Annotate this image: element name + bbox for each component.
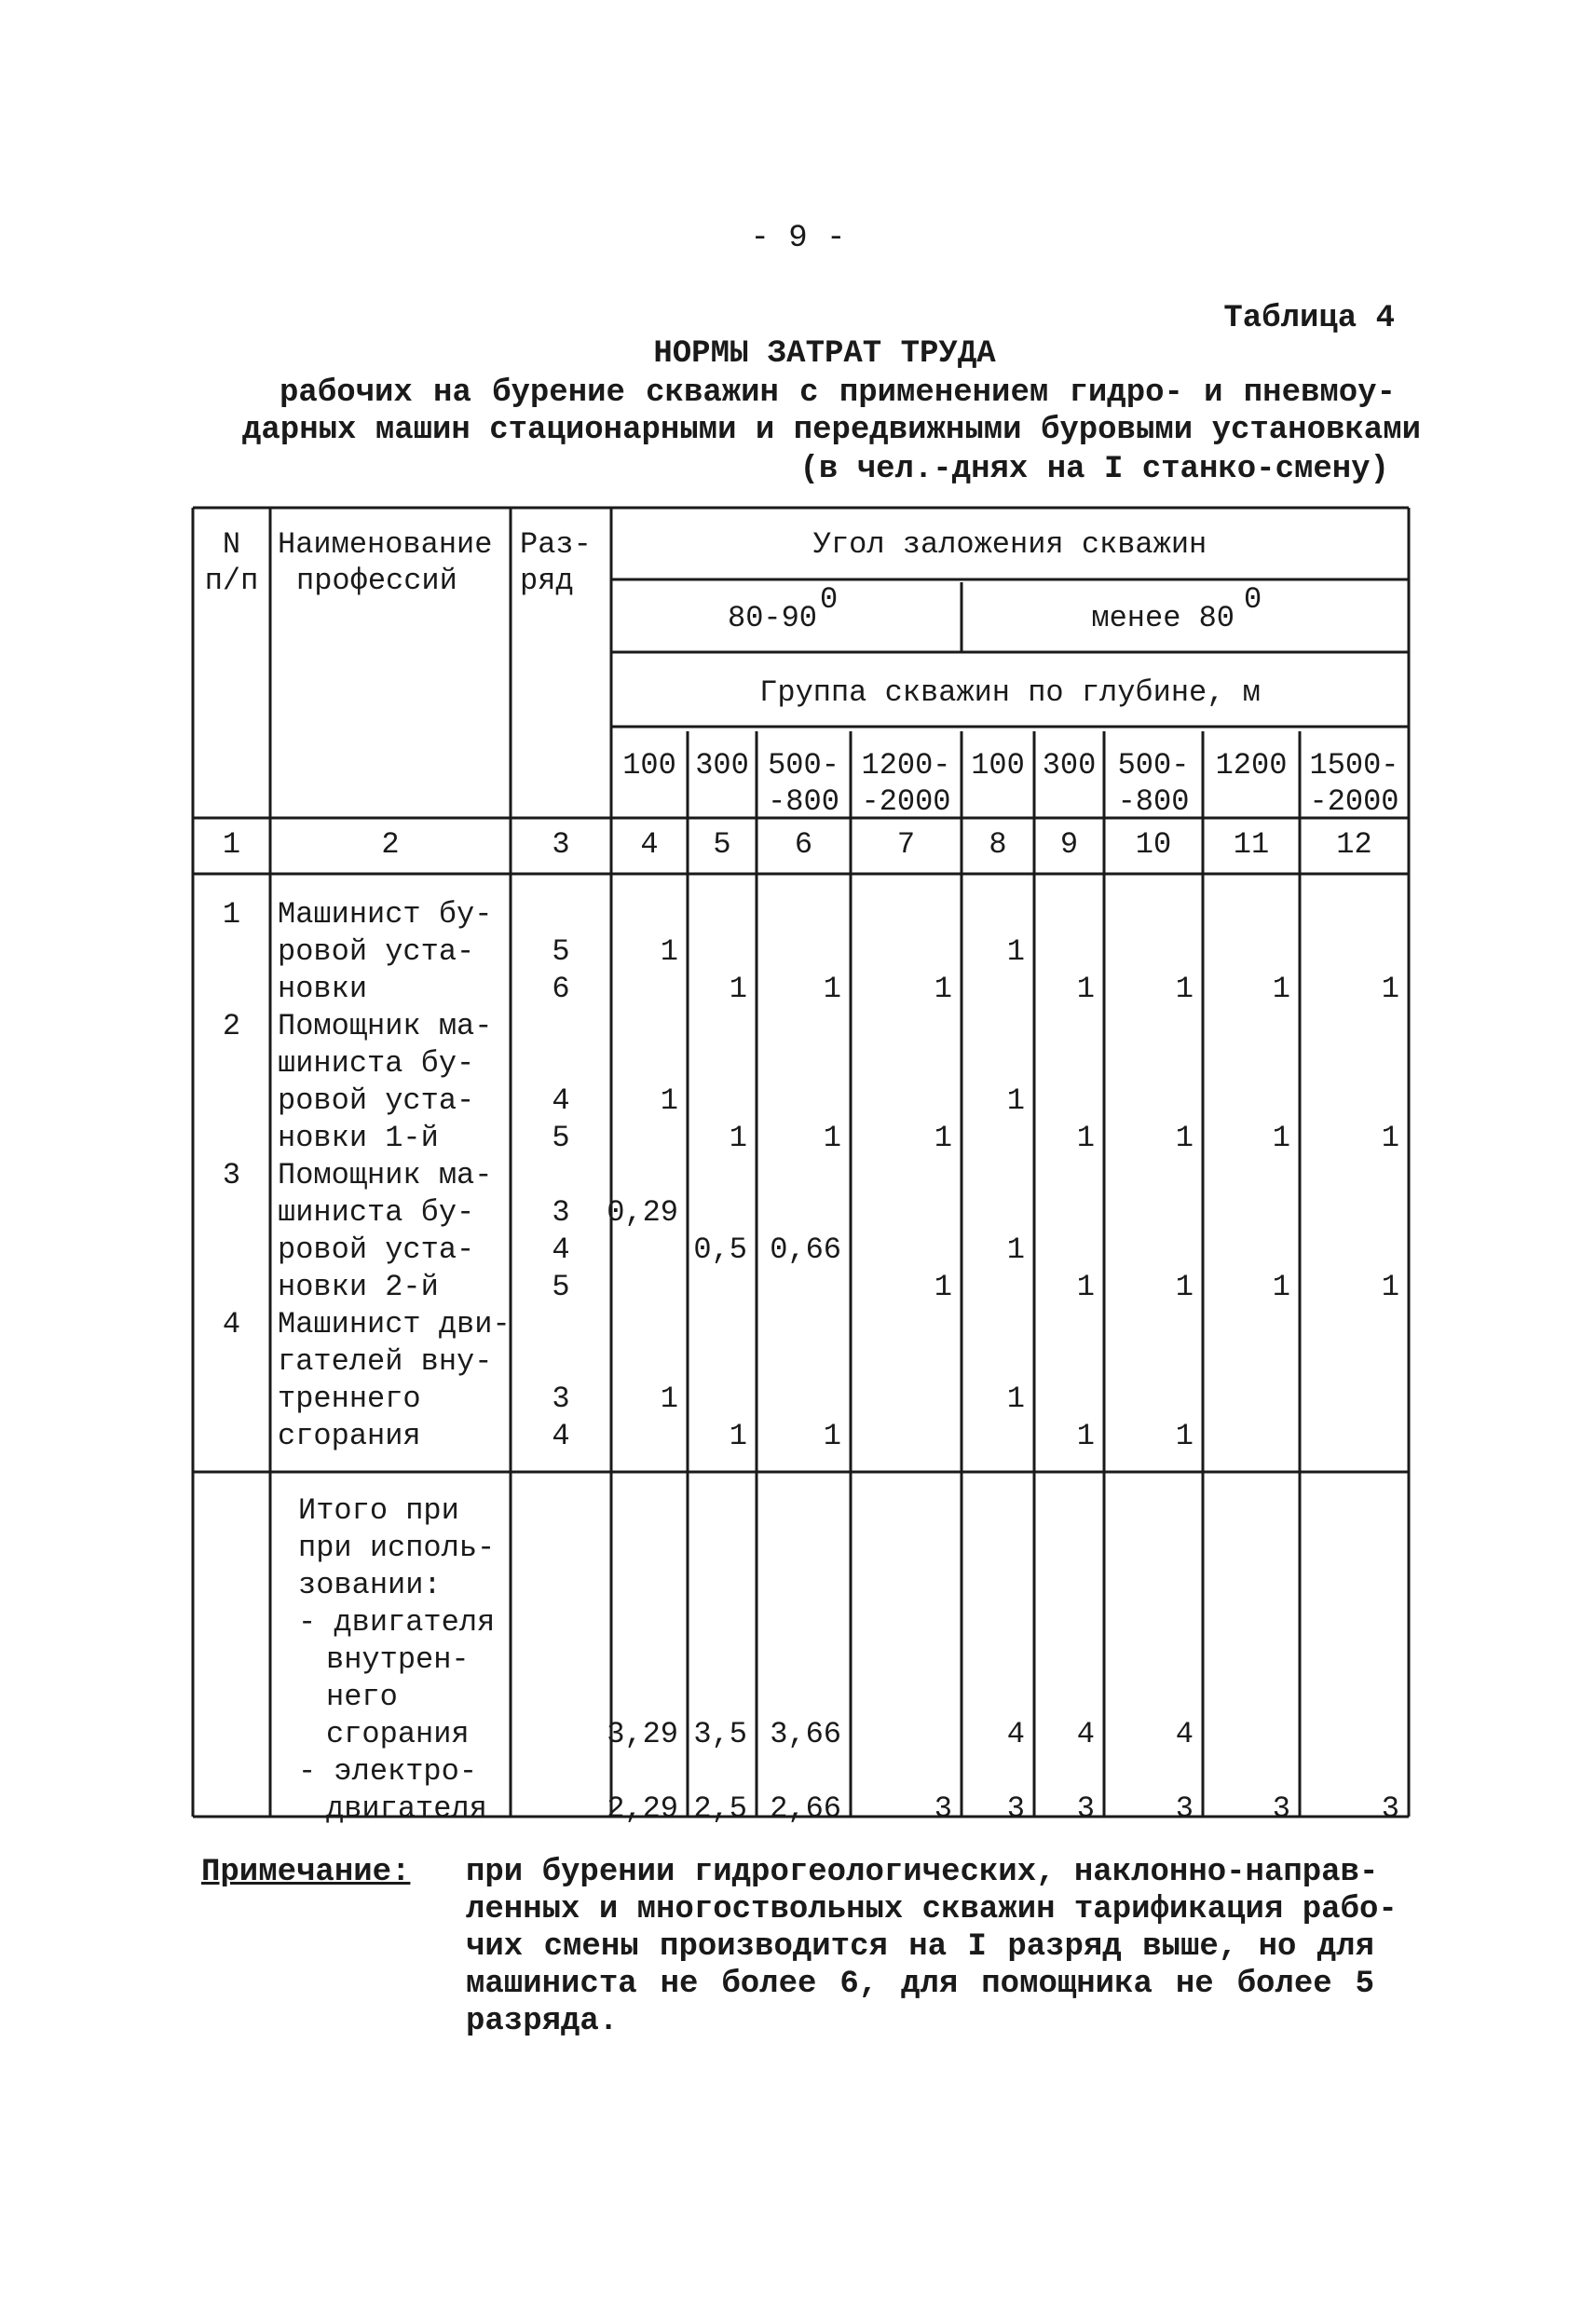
note-label: Примечание: (201, 1855, 411, 1890)
header-name: Наименование (278, 527, 493, 562)
header-angle-less-80: менее 80 (1091, 601, 1235, 635)
header-angle-less-80-degree: 0 (1244, 582, 1262, 617)
column-number: 4 (640, 827, 659, 862)
total-combustion-value: 4 (1175, 1717, 1194, 1751)
grade-value: 4 (552, 1232, 570, 1267)
header-depth: 1200- (861, 748, 951, 783)
total-combustion-value: 4 (1076, 1717, 1095, 1751)
column-number: 3 (552, 827, 570, 862)
column-number: 7 (896, 827, 916, 862)
totals-label: Итого при (298, 1493, 459, 1528)
header-angle-80-90-degree: 0 (820, 582, 839, 617)
totals-label: - электро- (298, 1754, 478, 1789)
profession-name: Помощник ма- (278, 1158, 493, 1192)
note-line-4: машиниста не более 6, для помощника не более 5 (466, 1967, 1374, 2002)
page-number: - 9 - (750, 221, 846, 256)
grade-value: 5 (552, 934, 570, 969)
norm-value: 1 (1006, 1232, 1025, 1267)
grade-value: 5 (552, 1270, 570, 1304)
header-depth: -800 (1117, 784, 1190, 819)
norm-value: 1 (1006, 1083, 1025, 1118)
header-depth: -2000 (1309, 784, 1399, 819)
header-depth: 1200 (1215, 748, 1288, 783)
norm-value: 1 (1006, 1382, 1025, 1416)
norm-value: 1 (1076, 1121, 1095, 1155)
profession-name: ровой уста- (278, 934, 475, 969)
total-combustion-value: 3,5 (693, 1717, 747, 1751)
subtitle-line-1: рабочих на бурение скважин с применением гидро- и пневмоу- (280, 375, 1396, 411)
profession-name: Машинист дви- (278, 1307, 511, 1341)
norm-value: 1 (1175, 1419, 1194, 1453)
norm-value: 1 (934, 972, 952, 1006)
totals-label: - двигателя (298, 1605, 496, 1640)
norm-value: 1 (1381, 1270, 1399, 1304)
profession-name: новки 2-й (278, 1270, 439, 1304)
profession-name: новки 1-й (278, 1121, 439, 1155)
norm-value: 1 (823, 1121, 841, 1155)
grade-value: 5 (552, 1121, 570, 1155)
header-depth: -2000 (861, 784, 951, 819)
header-depth: 500- (768, 748, 839, 783)
document-title: НОРМЫ ЗАТРАТ ТРУДА (653, 336, 996, 372)
row-number: 4 (222, 1307, 241, 1341)
header-depth: -800 (768, 784, 839, 819)
row-number: 2 (222, 1009, 241, 1043)
norm-value: 1 (1175, 972, 1194, 1006)
header-num: п/п (204, 564, 259, 598)
header-name: профессий (296, 564, 457, 598)
profession-name: шиниста бу- (278, 1046, 475, 1081)
profession-name: ровой уста- (278, 1083, 475, 1118)
header-depth: 1500- (1309, 748, 1399, 783)
note-line-5: разряда. (466, 2004, 619, 2039)
note-line-1: при бурении гидрогеологических, наклонно-направ- (466, 1855, 1379, 1890)
profession-name: Помощник ма- (278, 1009, 493, 1043)
total-electric-value: 2,5 (693, 1791, 747, 1826)
norm-value: 1 (1381, 972, 1399, 1006)
column-number: 12 (1336, 827, 1372, 862)
norm-value: 0,66 (770, 1232, 841, 1267)
column-number: 1 (222, 827, 241, 862)
totals-label: зовании: (298, 1568, 442, 1602)
profession-name: треннего (278, 1382, 421, 1416)
column-number: 11 (1233, 827, 1270, 862)
column-number: 5 (713, 827, 731, 862)
norm-value: 1 (1272, 972, 1290, 1006)
column-number: 9 (1059, 827, 1079, 862)
norm-value: 1 (1381, 1121, 1399, 1155)
profession-name: новки (278, 972, 368, 1006)
total-electric-value: 3 (934, 1791, 952, 1826)
profession-name: гателей вну- (278, 1344, 493, 1379)
total-electric-value: 3 (1076, 1791, 1095, 1826)
header-depth: 100 (971, 748, 1025, 783)
total-electric-value: 3 (1272, 1791, 1290, 1826)
norm-value: 0,29 (607, 1195, 678, 1230)
norm-value: 1 (1272, 1270, 1290, 1304)
totals-label: двигателя (326, 1791, 487, 1826)
total-electric-value: 2,29 (607, 1791, 678, 1826)
row-number: 3 (222, 1158, 241, 1192)
grade-value: 3 (552, 1195, 570, 1230)
profession-name: ровой уста- (278, 1232, 475, 1267)
header-num: N (222, 527, 241, 562)
norm-value: 1 (1076, 972, 1095, 1006)
totals-label: при исполь- (298, 1531, 496, 1565)
header-depth-group: Группа скважин по глубине, м (759, 675, 1261, 710)
column-number: 8 (989, 827, 1007, 862)
total-electric-value: 3 (1381, 1791, 1399, 1826)
grade-value: 3 (552, 1382, 570, 1416)
total-electric-value: 2,66 (770, 1791, 841, 1826)
norm-value: 1 (1175, 1121, 1194, 1155)
total-electric-value: 3 (1006, 1791, 1025, 1826)
note-line-2: ленных и многоствольных скважин тарификация рабо- (466, 1892, 1398, 1927)
norm-value: 1 (660, 934, 678, 969)
norm-value: 1 (823, 972, 841, 1006)
totals-label: внутрен- (326, 1642, 470, 1677)
norm-value: 1 (1175, 1270, 1194, 1304)
header-angle: Угол заложения скважин (812, 527, 1207, 562)
grade-value: 4 (552, 1083, 570, 1118)
subtitle-line-2: дарных машин стационарными и передвижными буровыми установками (242, 413, 1422, 448)
norm-value: 1 (1076, 1270, 1095, 1304)
norm-value: 1 (1006, 934, 1025, 969)
total-combustion-value: 4 (1006, 1717, 1025, 1751)
total-combustion-value: 3,66 (770, 1717, 841, 1751)
norm-value: 1 (934, 1270, 952, 1304)
profession-name: Машинист бу- (278, 897, 493, 932)
header-depth: 300 (1042, 748, 1097, 783)
totals-label: сгорания (326, 1717, 470, 1751)
norm-value: 1 (729, 1419, 747, 1453)
norm-value: 1 (660, 1382, 678, 1416)
header-depth: 500- (1117, 748, 1190, 783)
total-combustion-value: 3,29 (607, 1717, 678, 1751)
totals-label: него (326, 1680, 398, 1714)
header-grade: Раз- (520, 527, 592, 562)
norm-value: 1 (729, 1121, 747, 1155)
norm-value: 0,5 (693, 1232, 747, 1267)
total-electric-value: 3 (1175, 1791, 1194, 1826)
grade-value: 6 (552, 972, 570, 1006)
norm-value: 1 (934, 1121, 952, 1155)
note-line-3: чих смены производится на I разряд выше, но для (466, 1929, 1374, 1965)
column-number: 2 (381, 827, 400, 862)
norm-value: 1 (660, 1083, 678, 1118)
profession-name: шиниста бу- (278, 1195, 475, 1230)
column-number: 6 (794, 827, 813, 862)
norm-value: 1 (1272, 1121, 1290, 1155)
norm-value: 1 (823, 1419, 841, 1453)
header-depth: 300 (695, 748, 749, 783)
units-note: (в чел.-днях на I станко-смену) (799, 452, 1389, 487)
table-label: Таблица 4 (1223, 301, 1395, 336)
norm-value: 1 (1076, 1419, 1095, 1453)
header-depth: 100 (622, 748, 676, 783)
profession-name: сгорания (278, 1419, 421, 1453)
grade-value: 4 (552, 1419, 570, 1453)
row-number: 1 (222, 897, 241, 932)
header-angle-80-90: 80-90 (727, 601, 817, 635)
header-grade: ряд (520, 564, 574, 598)
column-number: 10 (1135, 827, 1172, 862)
norm-value: 1 (729, 972, 747, 1006)
